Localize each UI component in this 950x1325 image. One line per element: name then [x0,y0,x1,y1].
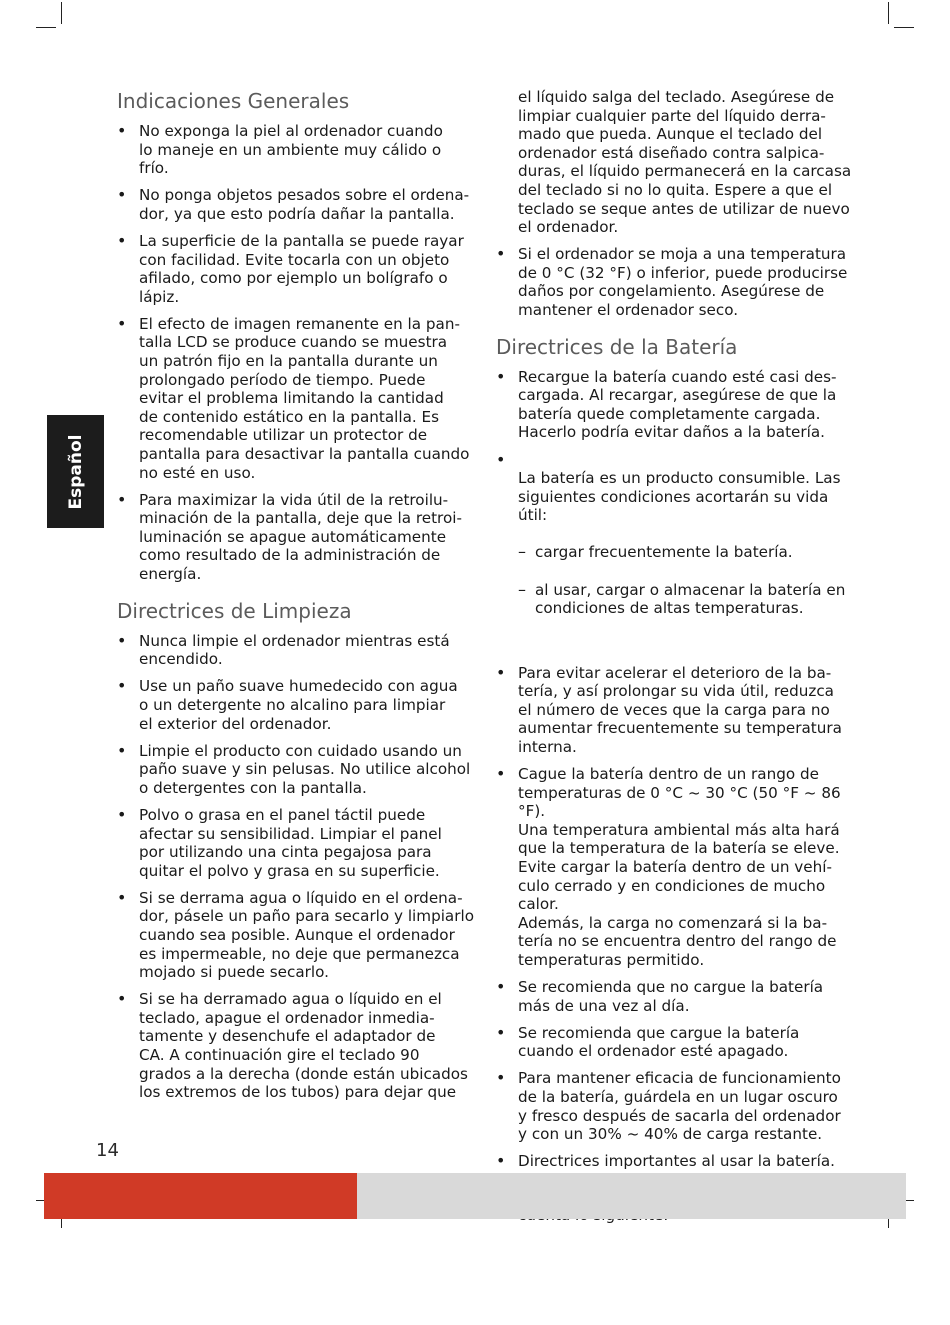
general-list [117,122,475,584]
list-item: • Polvo o grasa en el panel táctil puede afectar su sensibilidad. Limpiar el panel por utilizando una cinta pegajosa para quitar el polvo y grasa en su superficie. [117,806,475,880]
sub-list-item: – cargar frecuentemente la batería. [518,543,858,562]
continuation-text: el líquido salga del teclado. Asegúrese de limpiar cualquier parte del líquido derra- mado que pueda. Aunque el teclado del ordenador está diseñado contra salpica- duras, el líquido permanecerá en la carcasa del teclado si no lo quita. Espere a que el teclado se seque antes de utilizar de nuevo el ordenador. [518,88,852,237]
list-item: • El efecto de imagen remanente en la pan- talla LCD se produce cuando se muestra un patrón fijo en la pantalla durante un prolongado período de tiempo. Puede evitar el problema limitando la cantidad de contenido estático en la pantalla. Es recomendable utilizar un protector de pantalla para desactivar la pantalla cuando no esté en uso. [117,315,475,482]
section-title-battery: Directrices de la Batería [496,334,738,359]
list-item: • No exponga la piel al ordenador cuando lo maneje en un ambiente muy cálido o frío. [117,122,475,178]
list-item: • Se recomienda que no cargue la batería más de una vez al día. [496,978,858,1015]
list-item-text: La batería es un producto consumible. Las siguientes condiciones acortarán su vida útil: [518,469,841,525]
crop-mark [894,27,914,28]
section-title-general: Indicaciones Generales [117,89,350,113]
battery-list [496,368,858,1171]
list-item: • Cague la batería dentro de un rango de temperaturas de 0 °C ~ 30 °C (50 °F ~ 86 °F). Una temperatura ambiental más alta hará que la temperatura de la batería se eleve. Evite cargar la batería dentro de un vehí- culo cerrado y en condiciones de mucho calor. Además, la carga no comenzará si la ba- tería no se encuentra dentro del rango de temperaturas permitido. [496,765,858,970]
crop-mark [61,2,62,24]
cleaning-list-continued [496,245,858,319]
list-item: • Para evitar acelerar el deterioro de la ba- tería, y así prolongar su vida útil, reduzca el número de veces que la carga para no aumentar frecuentemente su temperatura interna. [496,664,858,757]
list-item: • Para mantener eficacia de funcionamiento de la batería, guárdela en un lugar oscuro y fresco después de sacarla del ordenador y con un 30% ~ 40% de carga restante. [496,1069,858,1143]
cleaning-list [117,632,475,1102]
list-item: • Si se ha derramado agua o líquido en el teclado, apague el ordenador inmedia- tamente y desenchufe el adaptador de CA. A continuación gire el teclado 90 grados a la derecha (donde están ubicados los extremos de los tubos) para dejar que [117,990,475,1102]
right-column [496,88,858,1234]
list-item: • Para maximizar la vida útil de la retroilu- minación de la pantalla, deje que la retroi- luminación se apague automáticamente como resultado de la administración de energía. [117,491,475,584]
crop-mark [888,2,889,24]
list-item: • Si el ordenador se moja a una temperatura de 0 °C (32 °F) o inferior, puede producirse daños por congelamiento. Asegúrese de mantener el ordenador seco. [496,245,858,319]
list-item [496,451,858,656]
crop-mark [36,27,56,28]
list-item: • Nunca limpie el ordenador mientras está encendido. [117,632,475,669]
page-number: 14 [96,1140,119,1161]
list-item: • No ponga objetos pesados sobre el ordena- dor, ya que esto podría dañar la pantalla. [117,186,475,223]
list-item: • Se recomienda que cargue la batería cuando el ordenador esté apagado. [496,1024,858,1061]
language-side-tab [47,415,104,528]
sub-list-item: – al usar, cargar o almacenar la batería en condiciones de altas temperaturas. [518,581,858,618]
list-item: • Recargue la batería cuando esté casi des- cargada. Al recargar, asegúrese de que la batería quede completamente cargada. Hacerlo podría evitar daños a la batería. [496,368,858,442]
list-item: • La superficie de la pantalla se puede rayar con facilidad. Evite tocarla con un objeto afilado, como por ejemplo un bolígrafo o lápiz. [117,232,475,306]
list-item: • Limpie el producto con cuidado usando un paño suave y sin pelusas. No utilice alcohol o detergentes con la pantalla. [117,742,475,798]
footer-accent-bar [44,1173,357,1219]
left-column [117,88,475,1110]
section-title-cleaning: Directrices de Limpieza [117,598,352,623]
language-label: Español [65,434,86,509]
list-item: • Use un paño suave humedecido con agua o un detergente no alcalino para limpiar el exterior del ordenador. [117,677,475,733]
sub-list [518,525,858,637]
list-item: • Directrices importantes al usar la batería. [496,1152,858,1171]
list-item: • Si se derrama agua o líquido en el ordena- dor, pásele un paño para secarlo y limpiarlo cuando sea posible. Aunque el ordenador es impermeable, no deje que permanezca mojado si puede secarlo. [117,889,475,982]
